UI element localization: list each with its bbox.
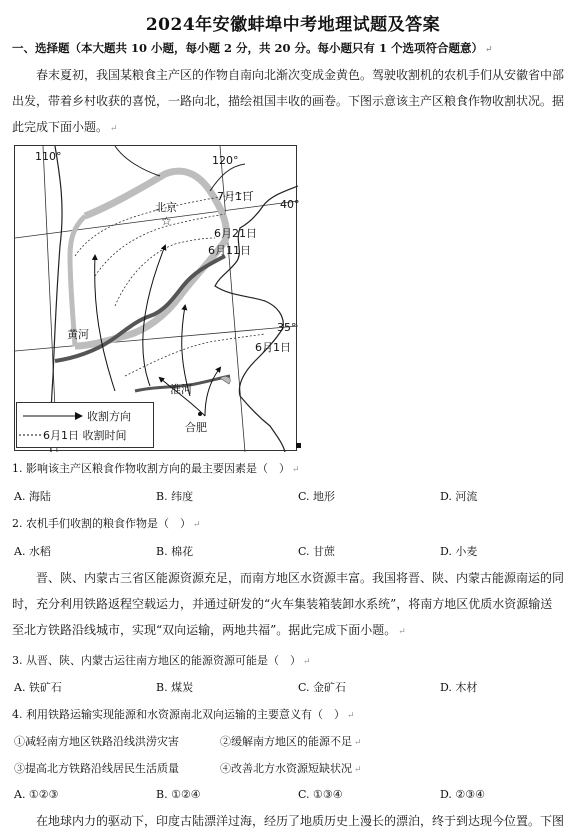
date-label-jun1: 6月1日 [255,341,291,354]
q4-statement-2: ②缓解南方地区的能源不足 ↵ [220,735,362,748]
figure-anchor-mark [296,443,301,448]
q1-option-b[interactable]: B. 纬度 [156,490,194,503]
passage-1 [12,62,578,142]
huanghe-label: 黄河 [67,328,89,341]
date-label-jun21: 6月21日 [214,227,257,240]
question-4-stem: 4. 利用铁路运输实现能源和水资源南北双向运输的主要意义有（ ） ↵ [12,708,355,721]
passage-2-line: 晋、陕、内蒙古三省区能源资源充足，而南方地区水资源丰富。我国将晋、陕、内蒙古能源南运的同 [36,571,565,585]
passage-2-line: 至北方铁路沿线城市，实现“双向运输，两地共福”。据此完成下面小题。 ↵ [12,623,406,637]
q3-option-a[interactable]: A. 铁矿石 [14,681,62,694]
q4-option-a[interactable]: A. ①②③ [14,788,59,801]
date-label-jun11: 6月11日 [208,244,251,257]
q4-statement-4: ④改善北方水资源短缺状况 ↵ [220,762,362,775]
q2-option-b[interactable]: B. 棉花 [156,545,194,558]
question-2-stem: 2. 农机手们收割的粮食作物是（ ） ↵ [12,517,201,530]
q2-option-d[interactable]: D. 小麦 [440,545,478,558]
q3-option-c[interactable]: C. 金矿石 [298,681,347,694]
map-legend [16,402,154,448]
q2-option-c[interactable]: C. 甘蔗 [298,545,336,558]
passage-1-line: 出发，带着乡村收获的喜悦，一路向北，描绘祖国丰收的画卷。下图示意该主产区粮食作物收割状况。据 [12,94,565,108]
legend-arrow-icon [75,412,83,420]
beijing-star-icon: ☆ [161,214,172,228]
legend-date-label: 6月1日 收割时间 [43,429,127,442]
q1-option-a[interactable]: A. 海陆 [14,490,51,503]
section-heading: 一、选择题（本大题共 10 小题，每小题 2 分，共 20 分。每小题只有 1 个选项符合题意） ↵ [12,41,493,55]
q1-option-d[interactable]: D. 河流 [440,490,478,503]
passage-1-line: 春末夏初，我国某粮食主产区的作物自南向北渐次变成金黄色。驾驶收割机的农机手们从安徽省中部 [36,68,565,82]
lon-label-right: 120° [212,154,239,167]
q1-option-c[interactable]: C. 地形 [298,490,336,503]
q4-statement-1: ①减轻南方地区铁路沿线洪涝灾害 [14,735,179,748]
date-label-jul1: 7月1日 [217,190,253,203]
hefei-label: 合肥 [185,421,207,434]
q4-option-b[interactable]: B. ①②④ [156,788,201,801]
beijing-label: 北京 [155,201,177,214]
q3-option-b[interactable]: B. 煤炭 [156,681,194,694]
q4-option-c[interactable]: C. ①③④ [298,788,343,801]
q4-statement-3: ③提高北方铁路沿线居民生活质量 [14,762,179,775]
passage-3: 在地球内力的驱动下，印度古陆漂洋过海，经历了地质历史上漫长的漂泊，终于到达现今位置。下图 [36,814,565,828]
passage-2-line: 时，充分利用铁路返程空载运力，并通过研发的“火车集装箱装卸水系统”，将南方地区优质水资源输送 [12,597,553,611]
hefei-dot-icon [198,412,202,416]
legend-direction-label: 收割方向 [87,410,131,423]
lon-label-left: 110° [35,150,62,163]
q4-option-d[interactable]: D. ②③④ [440,788,486,801]
q2-option-a[interactable]: A. 水稻 [14,545,51,558]
question-1-stem: 1. 影响该主产区粮食作物收割方向的最主要因素是（ ） ↵ [12,462,300,475]
lat-label-top: 40° [280,198,300,211]
page-title: 2024年安徽蚌埠中考地理试题及答案 [145,15,441,35]
question-3-stem: 3. 从晋、陕、内蒙古运往南方地区的能源资源可能是（ ） ↵ [12,654,311,667]
passage-1-line: 此完成下面小题。 ↵ [12,120,118,134]
huaihe-label: 淮河 [170,383,192,396]
q3-option-d[interactable]: D. 木材 [440,681,478,694]
lat-label-bottom: 35° [277,321,297,334]
passage-2 [12,565,578,645]
